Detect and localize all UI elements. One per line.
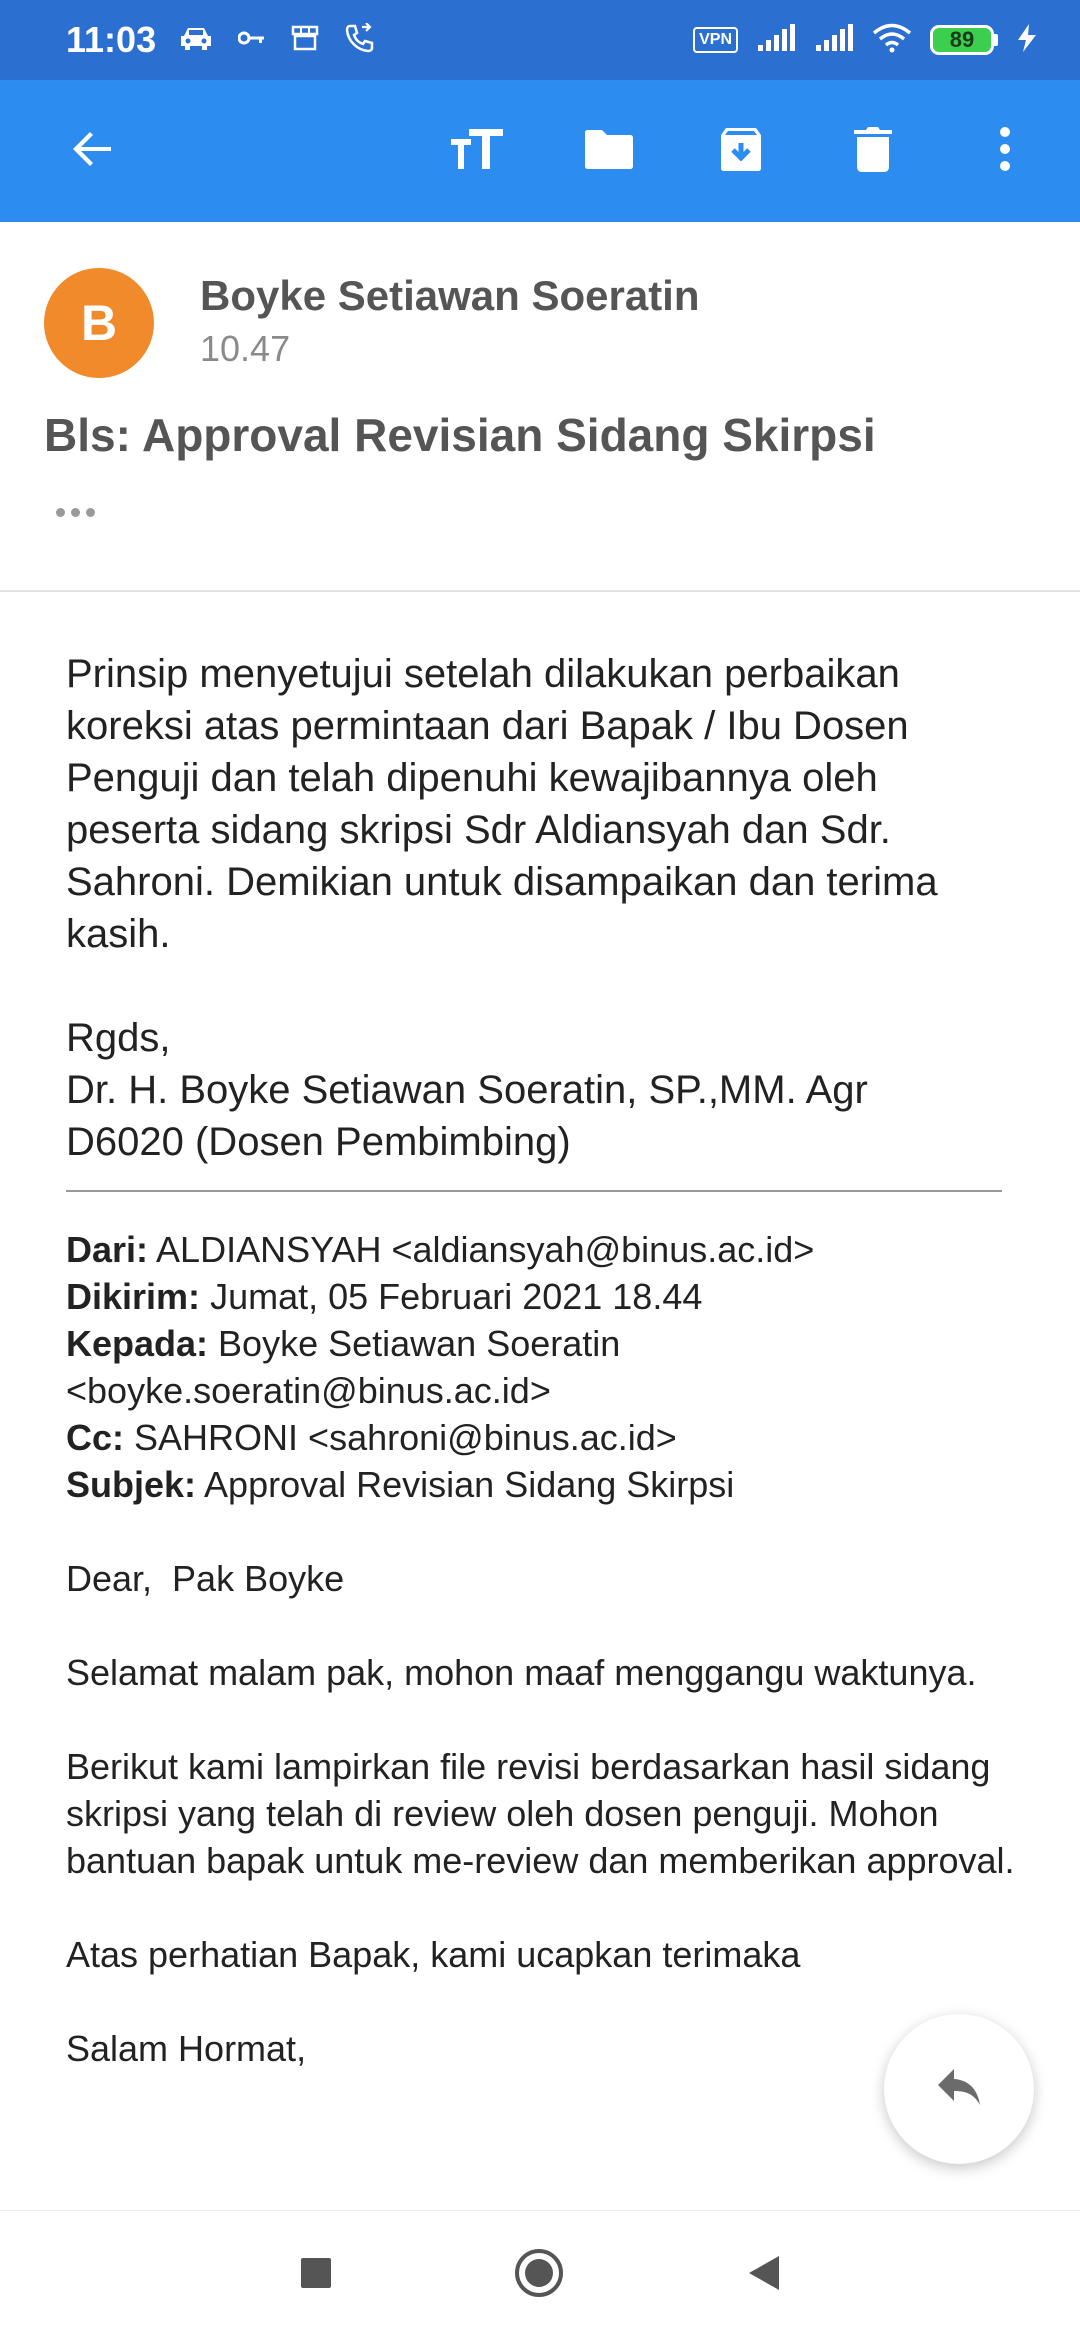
key-icon bbox=[238, 30, 266, 51]
quoted-subject-value: Approval Revisian Sidang Skirpsi bbox=[204, 1464, 735, 1505]
battery-level: 89 bbox=[930, 25, 994, 55]
quoted-paragraph-1: Selamat malam pak, mohon maaf menggangu waktunya. bbox=[66, 1652, 977, 1693]
signal-icon bbox=[814, 23, 854, 58]
quoted-header bbox=[66, 1226, 1016, 1508]
quoted-salutation: Dear, Pak Boyke bbox=[66, 1558, 345, 1599]
recents-square-icon[interactable] bbox=[299, 2256, 333, 2295]
delete-button[interactable] bbox=[828, 106, 918, 196]
status-icons-left bbox=[178, 23, 374, 58]
call-icon bbox=[344, 23, 374, 58]
message-header bbox=[0, 222, 1080, 592]
wifi-icon bbox=[872, 23, 912, 58]
quoted-to-value[interactable]: Boyke Setiawan Soeratin <boyke.soeratin@binus.ac.id> bbox=[66, 1323, 621, 1411]
sender-name[interactable]: Boyke Setiawan Soeratin bbox=[200, 272, 700, 319]
quoted-paragraph-2: Berikut kami lampirkan file revisi berdasarkan hasil sidang skripsi yang telah di review oleh dosen penguji. Mohon bantuan bapak untuk me-review dan memberikan approval. bbox=[66, 1746, 1015, 1881]
back-triangle-icon[interactable] bbox=[745, 2254, 781, 2297]
quoted-cc-value[interactable]: SAHRONI <sahroni@binus.ac.id> bbox=[134, 1417, 677, 1458]
quoted-from-value[interactable]: ALDIANSYAH <aldiansyah@binus.ac.id> bbox=[156, 1229, 815, 1270]
reply-button[interactable] bbox=[884, 2014, 1034, 2164]
more-options-button[interactable] bbox=[960, 106, 1050, 196]
home-circle-icon[interactable] bbox=[513, 2247, 565, 2304]
message-time: 10.47 bbox=[200, 328, 291, 369]
move-to-folder-button[interactable] bbox=[564, 106, 654, 196]
app-bar bbox=[0, 80, 1080, 222]
quoted-to: Kepada: Boyke Setiawan Soeratin <boyke.soeratin@binus.ac.id> bbox=[66, 1323, 621, 1411]
car-icon bbox=[178, 24, 214, 57]
show-details-dots-icon[interactable] bbox=[56, 508, 95, 517]
reply-icon bbox=[936, 2067, 982, 2112]
quoted-paragraph-3: Atas perhatian Bapak, kami ucapkan terimaka bbox=[66, 1934, 801, 1975]
quoted-sent: Dikirim: Jumat, 05 Februari 2021 18.44 bbox=[66, 1276, 703, 1317]
status-bar bbox=[0, 0, 1080, 80]
message-subject: Bls: Approval Revisian Sidang Skirpsi bbox=[44, 409, 876, 461]
folder-icon bbox=[583, 127, 635, 176]
app-bar-actions bbox=[432, 106, 1050, 196]
signal-icon bbox=[756, 23, 796, 58]
quoted-subject: Subjek: Approval Revisian Sidang Skirpsi bbox=[66, 1464, 735, 1505]
text-size-icon bbox=[449, 125, 505, 178]
text-size-button[interactable] bbox=[432, 106, 522, 196]
back-arrow-icon bbox=[69, 125, 117, 178]
status-icons-right bbox=[693, 23, 1038, 58]
reply-paragraph: Prinsip menyetujui setelah dilakukan perbaikan koreksi atas permintaan dari Bapak / Ibu Dosen Penguji dan telah dipenuhi kewajibannya oleh peserta sidang skripsi Sdr Aldiansyah dan Sdr. Sahroni. Demikian untuk disampaikan dan terima kasih. bbox=[66, 652, 938, 956]
back-button[interactable] bbox=[48, 106, 138, 196]
vpn-icon: VPN bbox=[693, 27, 738, 53]
signature-role: D6020 (Dosen Pembimbing) bbox=[66, 1120, 571, 1164]
archive-icon bbox=[717, 125, 765, 178]
delete-icon bbox=[853, 125, 893, 178]
signature-name: Dr. H. Boyke Setiawan Soeratin, SP.,MM. Agr bbox=[66, 1068, 868, 1112]
system-nav-bar bbox=[0, 2210, 1080, 2340]
battery-icon bbox=[930, 25, 998, 55]
quoted-sent-value: Jumat, 05 Februari 2021 18.44 bbox=[210, 1276, 703, 1317]
avatar[interactable]: B bbox=[44, 268, 154, 378]
quoted-cc: Cc: SAHRONI <sahroni@binus.ac.id> bbox=[66, 1417, 677, 1458]
quoted-closing: Salam Hormat, bbox=[66, 2028, 307, 2069]
archive-button[interactable] bbox=[696, 106, 786, 196]
charging-icon bbox=[1016, 23, 1038, 58]
signature-greeting: Rgds, bbox=[66, 1016, 171, 1060]
message-body bbox=[66, 648, 1016, 2072]
quote-divider bbox=[66, 1190, 1002, 1192]
quoted-from: Dari: ALDIANSYAH <aldiansyah@binus.ac.id> bbox=[66, 1229, 815, 1270]
status-time: 11:03 bbox=[66, 19, 157, 60]
more-vert-icon bbox=[998, 125, 1012, 178]
store-icon bbox=[290, 24, 320, 57]
